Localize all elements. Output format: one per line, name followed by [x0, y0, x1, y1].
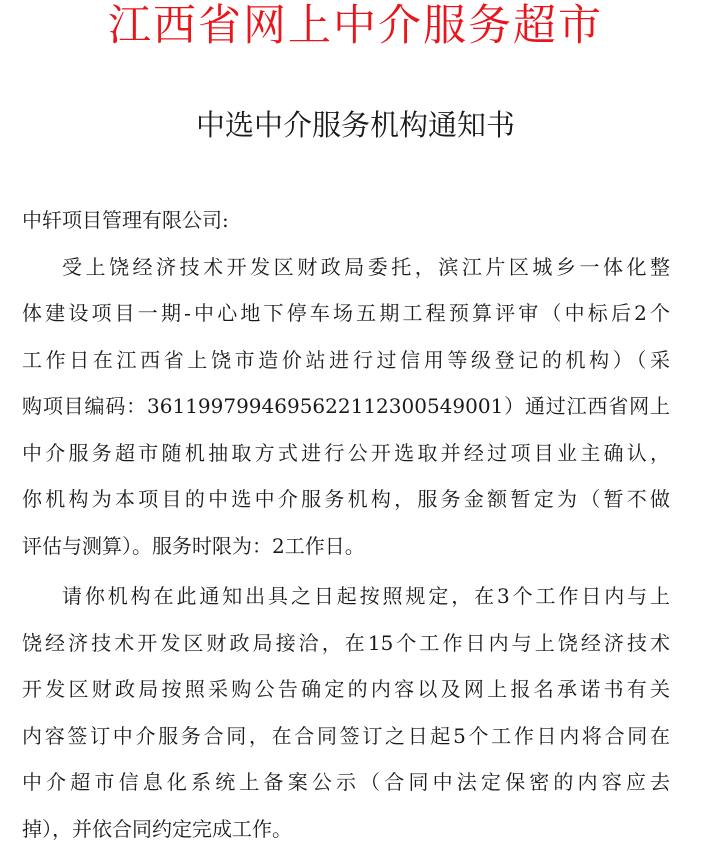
paragraph-2-line: 内容签订中介服务合同，在合同签订之日起5个工作日内将合同在: [22, 723, 670, 748]
paragraph-1-line: 中介服务超市随机抽取方式进行公开选取并经过项目业主确认，: [22, 440, 670, 465]
document-body: [22, 197, 670, 852]
paragraph-1-line: 你机构为本项目的中选中介服务机构，服务金额暂定为（暂不做: [22, 487, 670, 511]
document-title: 中选中介服务机构通知书: [195, 108, 515, 142]
paragraph-2-line: 请你机构在此通知出具之日起按照规定，在3个工作日内与上: [62, 584, 670, 608]
paragraph-1: [22, 244, 670, 570]
paragraph-1-line: 工作日在江西省上饶市造价站进行过信用等级登记的机构）（采: [22, 347, 670, 372]
paragraph-2: [22, 573, 670, 852]
paragraph-2-line: 开发区财政局按照采购公告确定的内容以及网上报名承诺书有关: [22, 677, 670, 701]
paragraph-2-line: 中介超市信息化系统上备案公示（合同中法定保密的内容应去: [22, 770, 670, 794]
addressee: [22, 197, 670, 244]
platform-title: 江西省网上中介服务超市: [108, 1, 603, 51]
paragraph-1-line: 评估与测算）。服务时限为：2工作日。: [22, 533, 365, 558]
paragraph-1-line: 购项目编码：3611997994695622112300549001）通过江西省网上: [22, 394, 670, 418]
paragraph-2-line: 掉），并依合同约定完成工作。: [22, 816, 292, 841]
paragraph-1-line: 体建设项目一期-中心地下停车场五期工程预算评审（中标后2个: [22, 301, 670, 325]
paragraph-1-line: 受上饶经济技术开发区财政局委托，滨江片区城乡一体化整: [62, 254, 670, 279]
paragraph-2-line: 饶经济技术开发区财政局接洽，在15个工作日内与上饶经济技术: [22, 630, 670, 655]
addressee-line: 中轩项目管理有限公司:: [22, 208, 229, 232]
